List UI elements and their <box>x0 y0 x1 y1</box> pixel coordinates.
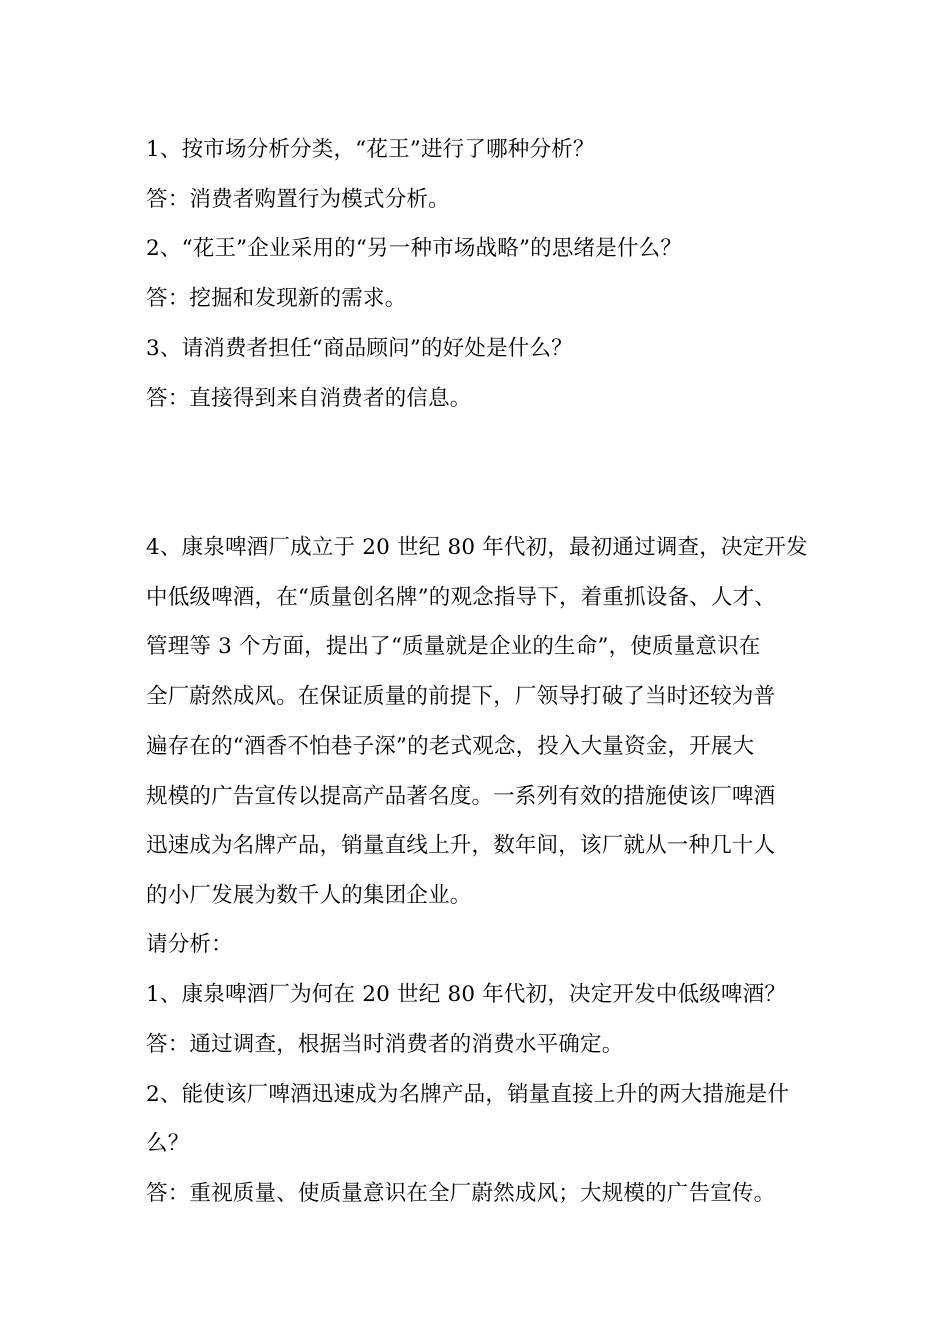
question-2: 2、“花王”企业采用的“另一种市场战略”的思绪是什么？ <box>146 236 683 261</box>
answer-1: 答：消费者购置行为模式分析。 <box>146 187 450 212</box>
case-paragraph-line: 迅速成为名牌产品，销量直线上升，数年间，该厂就从一种几十人 <box>146 833 776 858</box>
case-question-2-continued: 么？ <box>146 1131 190 1156</box>
case-question-2: 2、能使该厂啤酒迅速成为名牌产品，销量直接上升的两大措施是什 <box>146 1082 790 1107</box>
case-answer-1: 答：通过调查，根据当时消费者的消费水平确定。 <box>146 1032 624 1057</box>
analysis-prompt: 请分析： <box>146 932 233 957</box>
case-answer-2: 答：重视质量、使质量意识在全厂蔚然成风；大规模的广告宣传。 <box>146 1181 776 1206</box>
case-paragraph-line: 规模的广告宣传以提高产品著名度。一系列有效的措施使该厂啤酒 <box>146 784 776 809</box>
case-question-1: 1、康泉啤酒厂为何在 20 世纪 80 年代初，决定开发中低级啤酒？ <box>146 982 787 1007</box>
answer-3: 答：直接得到来自消费者的信息。 <box>146 386 472 411</box>
case-paragraph-line: 遍存在的“酒香不怕巷子深”的老式观念，投入大量资金，开展大 <box>146 734 755 759</box>
case-paragraph-line: 4、康泉啤酒厂成立于 20 世纪 80 年代初，最初通过调查，决定开发 <box>146 535 808 560</box>
case-paragraph-line: 管理等 3 个方面，提出了“质量就是企业的生命”，使质量意识在 <box>146 634 761 659</box>
case-paragraph-line: 的小厂发展为数千人的集团企业。 <box>146 883 472 908</box>
question-1: 1、按市场分析分类，“花王”进行了哪种分析？ <box>146 137 595 162</box>
case-paragraph-line: 中低级啤酒，在“质量创名牌”的观念指导下，着重抓设备、人才、 <box>146 585 776 610</box>
case-paragraph-line: 全厂蔚然成风。在保证质量的前提下，厂领导打破了当时还较为普 <box>146 684 776 709</box>
answer-2: 答：挖掘和发现新的需求。 <box>146 286 407 311</box>
question-3: 3、请消费者担任“商品顾问”的好处是什么？ <box>146 336 573 361</box>
